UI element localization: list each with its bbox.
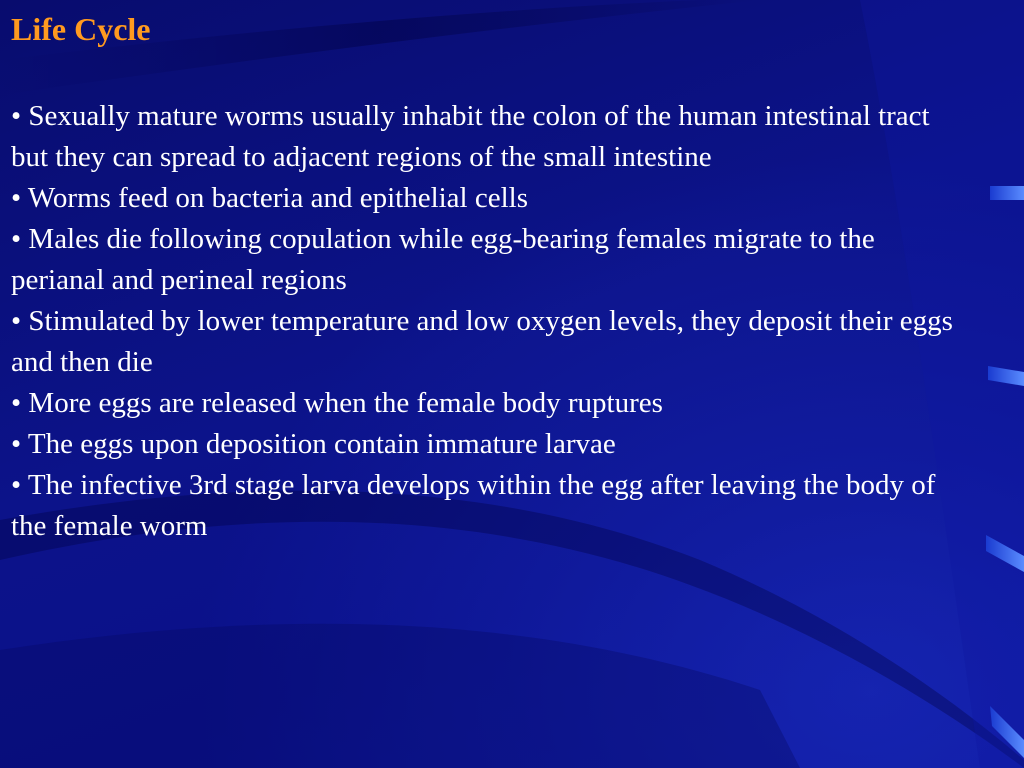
bullet-item: • Stimulated by lower temperature and low oxygen levels, they deposit their eggs and then die (11, 305, 953, 378)
bullet-item: • Males die following copulation while egg-bearing females migrate to the perianal and perineal regions (11, 223, 875, 296)
bullet-list (11, 96, 961, 547)
bullet-item: • Sexually mature worms usually inhabit the colon of the human intestinal tract but they can spread to adjacent regions of the small intestine (11, 100, 930, 173)
bullet-item: • Worms feed on bacteria and epithelial cells (11, 182, 529, 214)
swoosh-lower (0, 624, 800, 768)
accent-tick-1 (990, 186, 1024, 200)
bullet-item: • More eggs are released when the female body ruptures (11, 387, 663, 419)
bullet-item: • The eggs upon deposition contain immature larvae (11, 428, 616, 460)
slide-title: Life Cycle (11, 11, 151, 47)
bullet-item: • The infective 3rd stage larva develops within the egg after leaving the body of the female worm (11, 469, 936, 542)
